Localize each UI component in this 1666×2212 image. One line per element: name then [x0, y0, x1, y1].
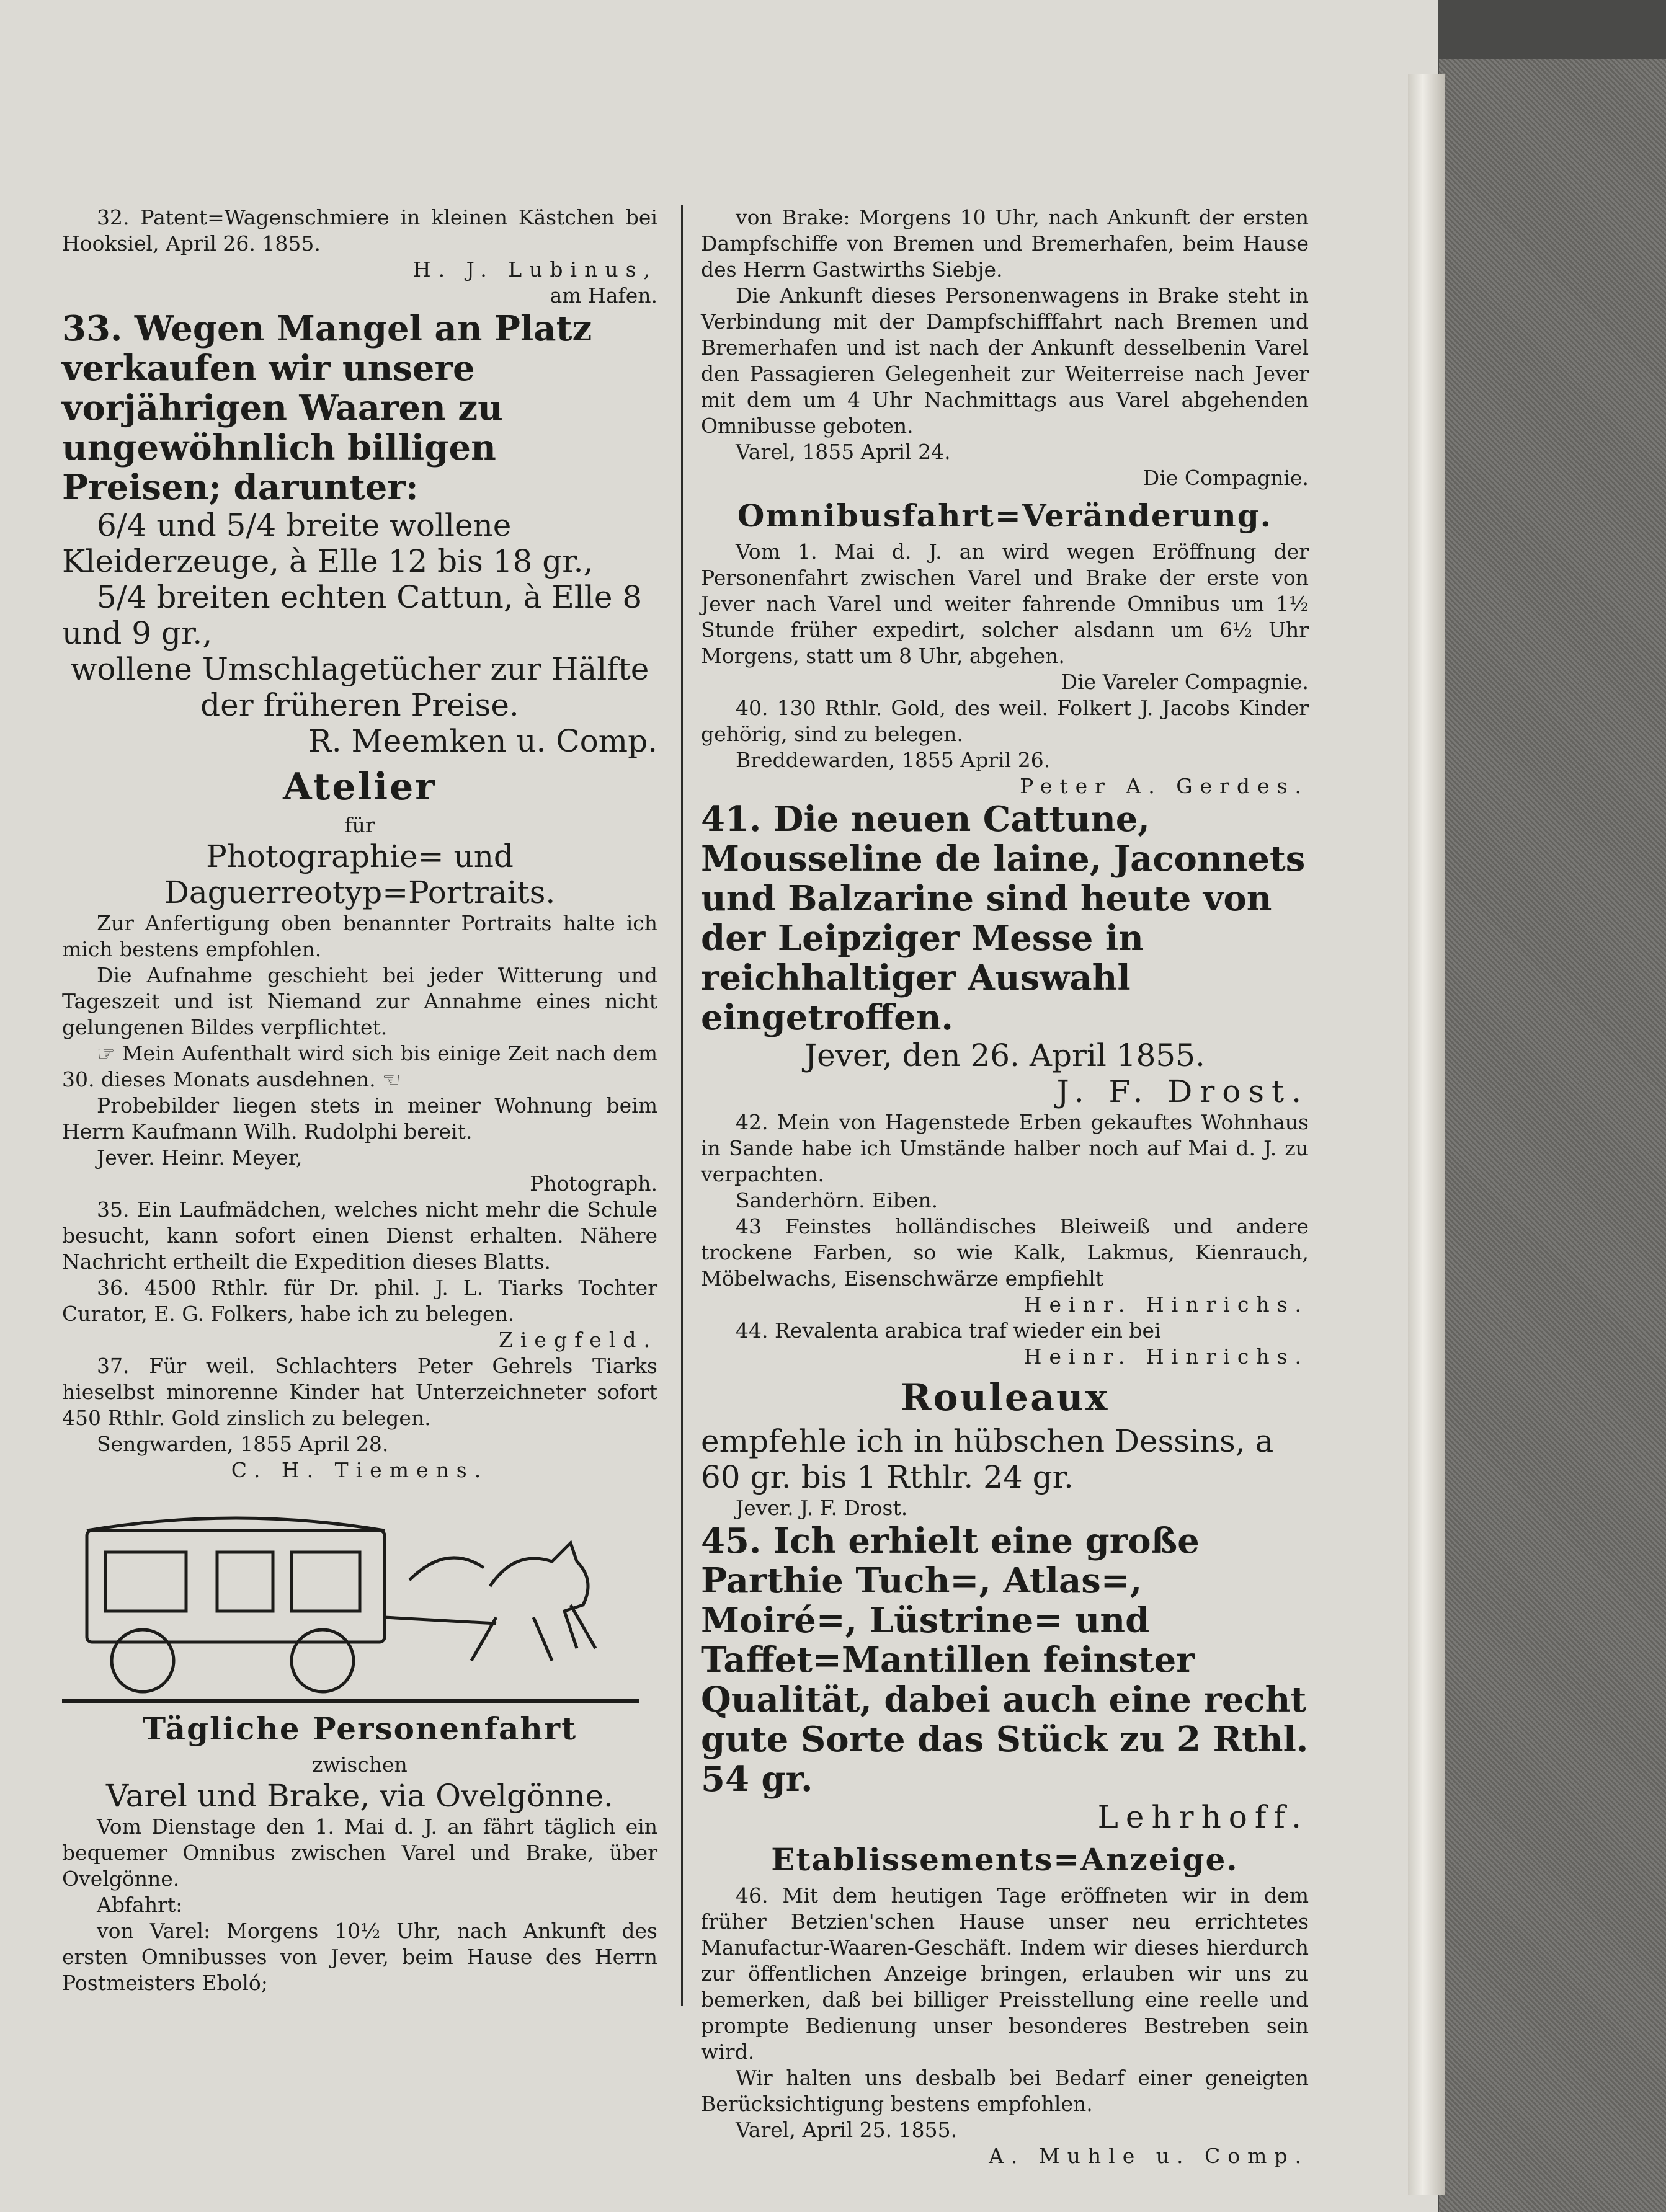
text-ad46-1: 46. Mit dem heutigen Tage eröffneten wir in dem früher Betzien'schen Hause unser neu errichtetes Manufactur-Waaren-Geschäft. Indem wir dieses hierdurch zur öffentlichen Anzeige bringen, erlauben wir uns zu bemerken, daß bei billiger Preisstellung eine reelle und prompte Bedienung unser besonderes Bestreben sein wird. [701, 1883, 1309, 2064]
text-ov-2: Die Vareler Compagnie. [1061, 670, 1309, 694]
text-ad41-3: J. F. Drost. [1056, 1073, 1309, 1109]
text-ad43-2: Heinr. Hinrichs. [1023, 1292, 1309, 1317]
text-ad44-1: 44. Revalenta arabica traf wieder ein bei [736, 1318, 1161, 1343]
text-at-2: Die Aufnahme geschieht bei jeder Witterung und Tageszeit und ist Niemand zur Annahme eines nicht gelungenen Bildes verpflichtet. [62, 963, 657, 1039]
text-ad32-1: 32. Patent=Wagenschmiere in kleinen Kästchen bei Hooksiel, April 26. 1855. [62, 205, 657, 255]
text-ad37-3: C. H. Tiemens. [231, 1458, 489, 1482]
text-ad40-3: Peter A. Gerdes. [1020, 774, 1309, 798]
text-at-6: Photograph. [530, 1171, 657, 1196]
text-ad40-1: 40. 130 Rthlr. Gold, des weil. Folkert J. Jacobs Kinder gehörig, sind zu belegen. [701, 696, 1309, 746]
text-ad36-1: 36. 4500 Rthlr. für Dr. phil. J. L. Tiarks Tochter Curator, E. G. Folkers, habe ich zu belegen. [62, 1276, 657, 1326]
text-pf-2: Abfahrt: [97, 1893, 183, 1917]
text-pf-h: Tägliche Personenfahrt [142, 1710, 577, 1747]
text-ad42-2: Sanderhörn. Eiben. [736, 1188, 938, 1212]
text-ad41-2: Jever, den 26. April 1855. [804, 1037, 1205, 1073]
text-pf-route: Varel und Brake, via Ovelgönne. [106, 1778, 613, 1814]
text-pf-3: von Varel: Morgens 10½ Uhr, nach Ankunft des ersten Omnibusses von Jever, beim Hause des Herrn Postmeisters Eboló; [62, 1919, 657, 1995]
left-column-lower-text [62, 1710, 657, 1996]
text-pf-4: von Brake: Morgens 10 Uhr, nach Ankunft der ersten Dampfschiffe von Bremen und Bremerhafen, beim Hause des Herrn Gastwirths Siebje. [701, 205, 1309, 282]
page-edge [1408, 74, 1445, 2195]
text-pf-5: Die Ankunft dieses Personenwagens in Brake steht in Verbindung mit der Dampfschifffahrt nach Bremen und Bremerhafen und ist nach der Ankunft desselbenin Varel den Passagieren Gelegenheit zur Weiterreise nach Jever mit dem um 4 Uhr Nachmittags aus Varel abgehenden Omnibusse geboten. [701, 283, 1309, 438]
right-column [701, 205, 1309, 2169]
text-ad32-3: am Hafen. [550, 283, 657, 308]
text-ad46-2: Wir halten uns desbalb bei Bedarf einer geneigten Berücksichtigung bestens empfohlen. [701, 2066, 1309, 2116]
text-ov-1: Vom 1. Mai d. J. an wird wegen Eröffnung der Personenfahrt zwischen Varel und Brake der erste von Jever nach Varel und weiter fahrende Omnibus um 1½ Stunde früher expedirt, solcher alsdann um 6½ Uhr Morgens, statt um 8 Uhr, abgehen. [701, 540, 1309, 668]
text-rl-1: empfehle ich in hübschen Dessins, a 60 gr. bis 1 Rthlr. 24 gr. [701, 1423, 1274, 1495]
text-ad32-2: H. J. Lubinus, [412, 257, 657, 282]
right-column-text [701, 205, 1309, 2169]
text-pf-7: Die Compagnie. [1143, 466, 1309, 490]
text-et-h: Etablissements=Anzeige. [771, 1841, 1239, 1878]
text-atelier-fuer: für [344, 813, 375, 837]
text-ad44-2: Heinr. Hinrichs. [1023, 1344, 1309, 1369]
text-ad46-3: Varel, April 25. 1855. [736, 2118, 958, 2142]
text-pf-1: Vom Dienstage den 1. Mai d. J. an fährt täglich ein bequemer Omnibus zwischen Varel und Brake, über Ovelgönne. [62, 1814, 657, 1891]
text-at-1: Zur Anfertigung oben benannter Portraits halte ich mich bestens empfohlen. [62, 911, 657, 961]
left-column-text [62, 205, 657, 1483]
text-rl-2: Jever. J. F. Drost. [736, 1496, 908, 1520]
text-ad33-3: 5/4 breiten echten Cattun, à Elle 8 und 9 gr., [62, 579, 643, 651]
text-ad46-4: A. Muhle u. Comp. [989, 2144, 1309, 2168]
text-ad33-4: wollene Umschlagetücher zur Hälfte der früheren Preise. [70, 651, 649, 723]
text-ad42-1: 42. Mein von Hagenstede Erben gekauftes Wohnhaus in Sande habe ich Umstände halber noch auf Mai d. J. zu verpachten. [701, 1110, 1309, 1186]
text-pf-zw: zwischen [312, 1752, 408, 1777]
text-ad41-1: 41. Die neuen Cattune, Mousseline de laine, Jaconnets und Balzarine sind heute von der Leipziger Messe in reichhaltiger Auswahl eingetroffen. [701, 799, 1306, 1038]
column-divider [681, 205, 683, 2006]
text-pf-6: Varel, 1855 April 24. [736, 440, 951, 464]
left-column [62, 205, 657, 1996]
text-ov-h: Omnibusfahrt=Veränderung. [737, 497, 1273, 534]
text-ad45-1: 45. Ich erhielt eine große Parthie Tuch=, Atlas=, Moiré=, Lüstrine= und Taffet=Mantillen feinster Qualität, dabei auch eine recht gute Sorte das Stück zu 2 Rthl. 54 gr. [701, 1521, 1309, 1800]
book-cover [1439, 59, 1666, 2212]
text-ad45-2: Lehrhoff. [1097, 1799, 1309, 1835]
text-ad35: 35. Ein Laufmädchen, welches nicht mehr die Schule besucht, kann sofort einen Dienst erhalten. Nähere Nachricht ertheilt die Expedition dieses Blatts. [62, 1197, 657, 1274]
text-atelier-h: Atelier [283, 765, 437, 809]
text-ad33-1: 33. Wegen Mangel an Platz verkaufen wir unsere vorjährigen Waaren zu ungewöhnlich billigen Preisen; darunter: [62, 308, 592, 508]
stagecoach-illustration [62, 1493, 639, 1704]
text-at-5: Jever. Heinr. Meyer, [97, 1145, 303, 1170]
text-ad33-2: 6/4 und 5/4 breite wollene Kleiderzeuge, à Elle 12 bis 18 gr., [62, 507, 594, 579]
text-ad37-1: 37. Für weil. Schlachters Peter Gehrels Tiarks hieselbst minorenne Kinder hat Unterzeichneter sofort 450 Rthlr. Gold zinslich zu belegen. [62, 1354, 657, 1430]
text-ad43-1: 43 Feinstes holländisches Bleiweiß und andere trockene Farben, so wie Kalk, Lakmus, Kienrauch, Möbelwachs, Eisenschwärze empfiehlt [701, 1214, 1309, 1290]
text-ad36-2: Ziegfeld. [498, 1328, 657, 1352]
text-ad40-2: Breddewarden, 1855 April 26. [736, 748, 1051, 772]
text-at-3: ☞ Mein Aufenthalt wird sich bis einige Zeit nach dem 30. dieses Monats ausdehnen. ☜ [62, 1041, 657, 1091]
text-ad37-2: Sengwarden, 1855 April 28. [97, 1432, 389, 1456]
text-atelier-sub: Photographie= und Daguerreotyp=Portraits. [164, 838, 556, 910]
text-rl-h: Rouleaux [900, 1376, 1110, 1419]
text-at-4: Probebilder liegen stets in meiner Wohnung beim Herrn Kaufmann Wilh. Rudolphi bereit. [62, 1093, 657, 1144]
text-ad33-5: R. Meemken u. Comp. [308, 723, 657, 759]
